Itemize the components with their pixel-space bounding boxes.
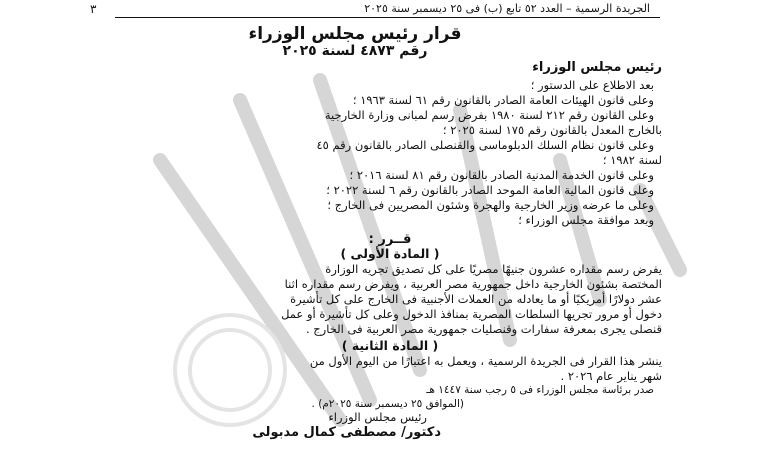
article-2-line: ينشر هذا القرار فى الجريدة الرسمية ، ويعمل به اعتبارًا من اليوم الأول من [309, 354, 662, 368]
running-header [90, 2, 650, 16]
preamble-line: لسنة ١٩٨٢ ؛ [602, 153, 662, 167]
article-1-line: عشر دولارًا أمريكيًا أو ما يعادله من العملات الأجنبية فى الخارج على كل تأشيرة [290, 292, 662, 306]
preamble-line: وعلى القانون رقم ٢١٢ لسنة ١٩٨٠ بفرض رسم لمبانى وزارة الخارجية [324, 108, 654, 122]
article-1-line: دخول أو مرور تجريها السلطات المصرية بمنافذ الدخول وعلى كل تأشيرة أو عمل [281, 307, 662, 321]
decree-number: رقم ٤٨٧٣ لسنة ٢٠٢٥ [282, 43, 428, 59]
preamble-line: وعلى قانون الهيئات العامة الصادر بالقانون رقم ٦١ لسنة ١٩٦٣ ؛ [352, 93, 654, 107]
preamble-line: وعلى قانون الخدمة المدنية الصادر بالقانون رقم ٨١ لسنة ٢٠١٦ ؛ [349, 168, 654, 182]
article-1-line: المختصة بشئون الخارجية داخل جمهورية مصر العربية ، ويفرض رسم مقداره اثنا [284, 277, 662, 291]
running-title: الجريدة الرسمية – العدد ٥٢ تابع (ب) فى ٢٥ ديسمبر سنة ٢٠٢٥ [364, 2, 650, 15]
preamble-line: بعد الاطلاع على الدستور ؛ [530, 78, 654, 92]
preamble-line: وعلى قانون المالية العامة الموحد الصادر بالقانون رقم ٦ لسنة ٢٠٢٢ ؛ [326, 183, 654, 197]
signature-name: دكتور/ مصطفى كمال مدبولى [252, 425, 441, 440]
article-1-line: قنصلى يجرى بمعرفة سفارات وقنصليات جمهورية مصر العربية فى الخارج . [305, 322, 662, 336]
decision-heading: قــرر : [368, 232, 412, 247]
article-1-heading: ( المادة الأولى ) [340, 246, 440, 261]
preamble-line: وعلى ما عرضه وزير الخارجية والهجرة وشئون المصريين فى الخارج ؛ [327, 198, 654, 212]
signature-title: رئيس مجلس الوزراء [328, 410, 427, 424]
issued-date-line: (الموافق ٢٥ ديسمبر سنة ٢٠٢٥م) . [311, 398, 464, 410]
article-2-heading: ( المادة الثانية ) [341, 338, 439, 353]
page-number: ٣ [90, 2, 97, 16]
article-2-line: شهر يناير عام ٢٠٢٦ . [560, 369, 662, 383]
decree-title: قرار رئيس مجلس الوزراء [248, 24, 462, 44]
article-1-line: يفرض رسم مقداره عشرون جنيهًا مصريًا على كل تصديق تجريه الوزارة [325, 262, 662, 276]
preamble-line: وعلى قانون نظام السلك الدبلوماسى والقنصلى الصادر بالقانون رقم ٤٥ [316, 138, 654, 152]
header-rule [115, 17, 660, 18]
issuer-heading: رئيس مجلس الوزراء [532, 60, 662, 75]
issued-line: صدر برئاسة مجلس الوزراء فى ٥ رجب سنة ١٤٤٧ هـ [426, 384, 654, 396]
preamble-line: وبعد موافقة مجلس الوزراء ؛ [518, 213, 654, 227]
preamble-line: بالخارج المعدل بالقانون رقم ١٧٥ لسنة ٢٠٢٥ ؛ [442, 123, 662, 137]
